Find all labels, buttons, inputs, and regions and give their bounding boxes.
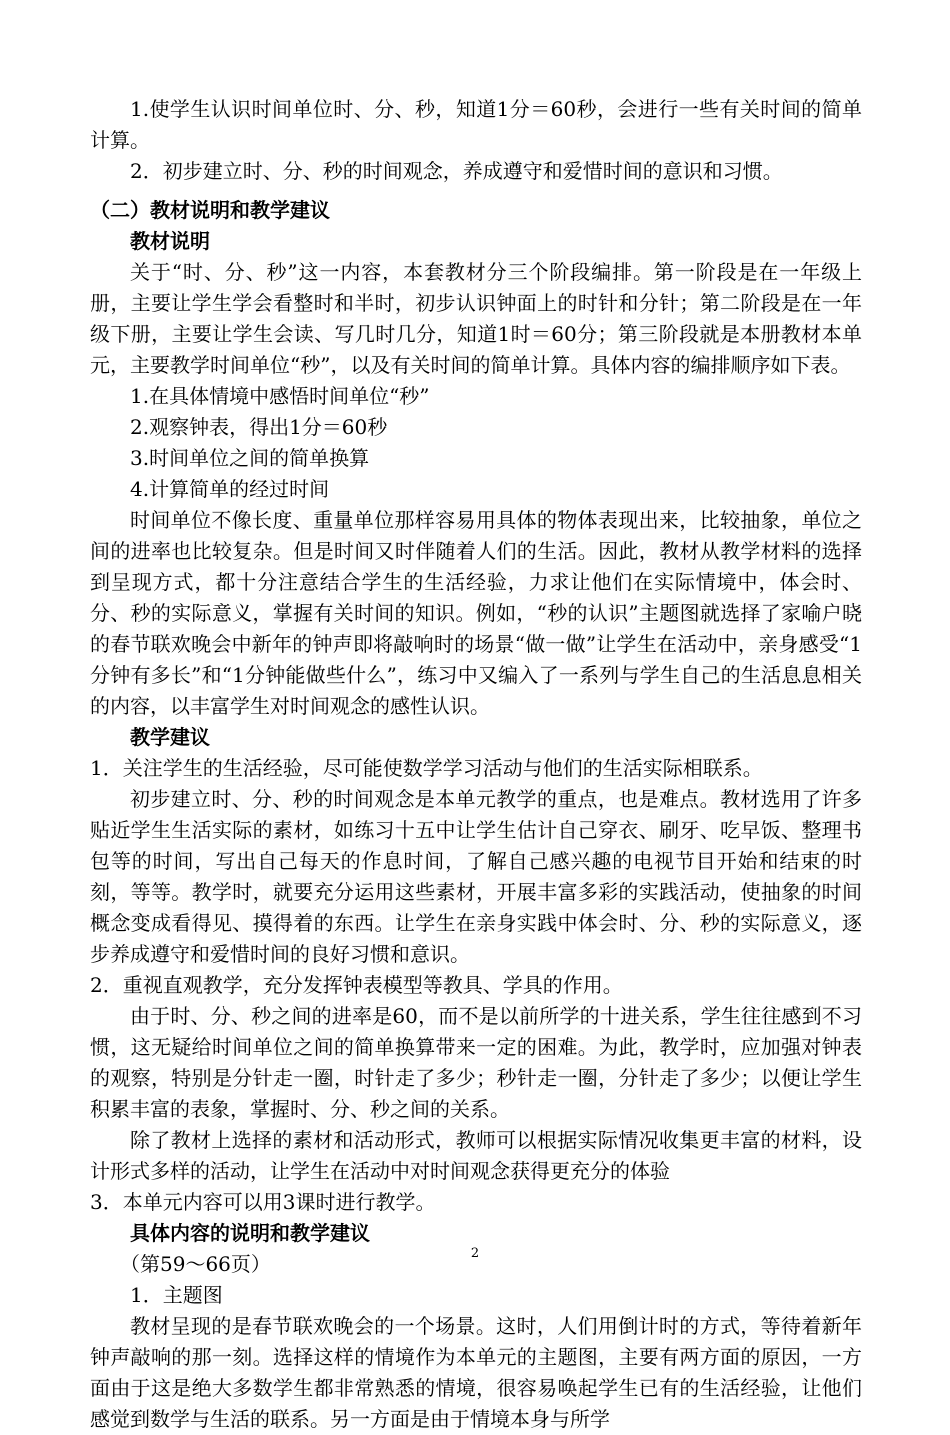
materials-list-item: 3.时间单位之间的简单换算 bbox=[130, 446, 370, 470]
goal-2: 2．初步建立时、分、秒的时间观念，养成遵守和爱惜时间的意识和习惯。 bbox=[130, 159, 783, 183]
suggestion-1-paragraph: 初步建立时、分、秒的时间观念是本单元教学的重点，也是难点。教材选用了许多贴近学生生活实际的素材，如练习十五中让学生估计自己穿衣、刷牙、吃早饭、整理书包等的时间，写出自己每天的作息时间，了解自己感兴趣的电视节目开始和结束的时刻，等等。教学时，就要充分运用这些素材，开展丰富多彩的实践活动，使抽象的时间概念变成看得见、摸得着的东西。让学生在亲身实践中体会时、分、秒的实际意义，逐步养成遵守和爱惜时间的良好习惯和意识。 bbox=[90, 787, 862, 966]
suggestion-2: 2．重视直观教学，充分发挥钟表模型等教具、学具的作用。 bbox=[90, 973, 623, 997]
section-heading: （二）教材说明和教学建议 bbox=[90, 198, 330, 222]
suggestion-2-paragraph: 由于时、分、秒之间的进率是60，而不是以前所学的十进关系，学生往往感到不习惯，这无疑给时间单位之间的简单换算带来一定的困难。为此，教学时，应加强对钟表的观察，特别是分针走一圈，时针走了多少；秒针走一圈，分针走了多少；以便让学生积累丰富的表象，掌握时、分、秒之间的关系。 bbox=[90, 1004, 862, 1121]
topic-paragraph: 教材呈现的是春节联欢晚会的一个场景。这时，人们用倒计时的方式，等待着新年钟声敲响的那一刻。选择这样的情境作为本单元的主题图，主要有两方面的原因，一方面由于这是绝大多数学生都非常熟悉的情境，很容易唤起学生已有的生活经验，让他们感觉到数学与生活的联系。另一方面是由于情境本身与所学 bbox=[90, 1314, 862, 1431]
unit-goals bbox=[90, 94, 862, 187]
page-number: 2 bbox=[470, 1246, 480, 1261]
goal-1: 1.使学生认识时间单位时、分、秒，知道1分＝60秒，会进行一些有关时间的简单计算。 bbox=[90, 97, 862, 152]
suggestion-2-paragraph: 除了教材上选择的素材和活动形式，教师可以根据实际情况收集更丰富的材料，设计形式多样的活动，让学生在活动中对时间观念获得更充分的体验 bbox=[90, 1128, 862, 1183]
suggestion-1: 1．关注学生的生活经验，尽可能使数学学习活动与他们的生活实际相联系。 bbox=[90, 756, 763, 780]
materials-intro: 关于“时、分、秒”这一内容，本套教材分三个阶段编排。第一阶段是在一年级上册，主要让学生学会看整时和半时，初步认识钟面上的时针和分针；第二阶段是在一年级下册，主要让学生会读、写几时几分，知道1时＝60分；第三阶段就是本册教材本单元，主要教学时间单位“秒”，以及有关时间的简单计算。具体内容的编排顺序如下表。 bbox=[90, 260, 862, 377]
materials-list-item: 4.计算简单的经过时间 bbox=[130, 477, 330, 501]
suggestion-3: 3．本单元内容可以用3课时进行教学。 bbox=[90, 1190, 436, 1214]
details-title: 具体内容的说明和教学建议 bbox=[130, 1221, 370, 1245]
page-range: （第59～66页） bbox=[120, 1252, 271, 1276]
materials-list-item: 2.观察钟表，得出1分＝60秒 bbox=[130, 415, 388, 439]
materials-title: 教材说明 bbox=[130, 229, 210, 253]
materials-paragraph: 时间单位不像长度、重量单位那样容易用具体的物体表现出来，比较抽象，单位之间的进率也比较复杂。但是时间又时伴随着人们的生活。因此，教材从教学材料的选择到呈现方式，都十分注意结合学生的生活经验，力求让他们在实际情境中，体会时、分、秒的实际意义，掌握有关时间的知识。例如，“秒的认识”主题图就选择了家喻户晓的春节联欢晚会中新年的钟声即将敲响时的场景“做一做”让学生在活动中，亲身感受“1分钟有多长”和“1分钟能做些什么”，练习中又编入了一系列与学生自己的生活息息相关的内容，以丰富学生对时间观念的感性认识。 bbox=[90, 508, 862, 718]
teaching-title: 教学建议 bbox=[130, 725, 210, 749]
materials-list-item: 1.在具体情境中感悟时间单位“秒” bbox=[130, 384, 430, 408]
topic-heading: 1．主题图 bbox=[130, 1283, 223, 1307]
